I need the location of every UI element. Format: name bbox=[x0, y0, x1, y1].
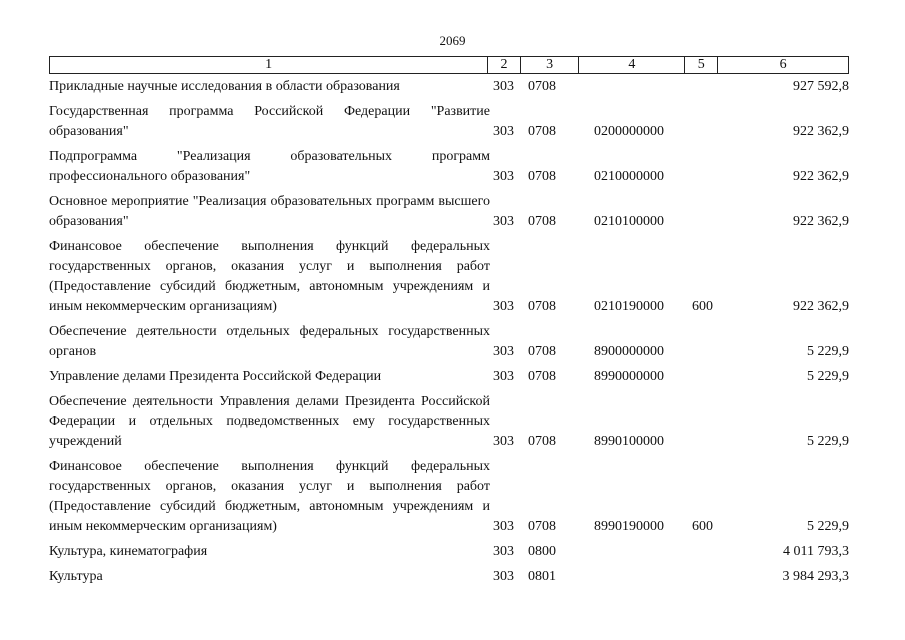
row-code-5: 600 bbox=[692, 519, 713, 534]
row-code-2: 303 bbox=[493, 519, 514, 534]
row-code-4: 8900000000 bbox=[594, 344, 664, 359]
row-amount: 5 229,9 bbox=[807, 519, 849, 534]
row-code-3: 0708 bbox=[528, 79, 556, 94]
row-code-3: 0708 bbox=[528, 519, 556, 534]
row-code-4: 0210190000 bbox=[594, 299, 664, 314]
row-code-2: 303 bbox=[493, 124, 514, 139]
row-code-2: 303 bbox=[493, 79, 514, 94]
table-row bbox=[49, 452, 849, 537]
table-row bbox=[49, 537, 849, 562]
table-row bbox=[49, 74, 849, 97]
row-amount: 4 011 793,3 bbox=[783, 544, 849, 559]
row-code-3: 0708 bbox=[528, 299, 556, 314]
row-amount: 5 229,9 bbox=[807, 369, 849, 384]
row-code-4: 0210100000 bbox=[594, 214, 664, 229]
row-code-5: 600 bbox=[692, 299, 713, 314]
row-name: Прикладные научные исследования в области образования bbox=[49, 79, 400, 94]
row-name: Финансовое обеспечение выполнения функций федеральных государственных органов, оказания услуг и выполнения работ (Предоставление субсидий бюджетным, автономным учреждениям и иным некоммерческим организациям) bbox=[49, 239, 490, 314]
row-code-2: 303 bbox=[493, 544, 514, 559]
row-code-3: 0708 bbox=[528, 344, 556, 359]
row-code-2: 303 bbox=[493, 299, 514, 314]
row-amount: 5 229,9 bbox=[807, 434, 849, 449]
row-code-2: 303 bbox=[493, 369, 514, 384]
table-row bbox=[49, 142, 849, 187]
row-code-3: 0708 bbox=[528, 169, 556, 184]
table-row bbox=[49, 97, 849, 142]
row-code-2: 303 bbox=[493, 214, 514, 229]
header-col-5: 5 bbox=[684, 57, 717, 73]
row-name: Основное мероприятие "Реализация образовательных программ высшего образования" bbox=[49, 194, 490, 229]
row-code-4: 0200000000 bbox=[594, 124, 664, 139]
row-code-4: 0210000000 bbox=[594, 169, 664, 184]
table-row bbox=[49, 317, 849, 362]
row-name: Подпрограмма "Реализация образовательных программ профессионального образования" bbox=[49, 149, 490, 184]
row-amount: 922 362,9 bbox=[793, 169, 849, 184]
header-col-4: 4 bbox=[578, 57, 684, 73]
row-code-3: 0708 bbox=[528, 214, 556, 229]
row-code-2: 303 bbox=[493, 344, 514, 359]
row-amount: 922 362,9 bbox=[793, 299, 849, 314]
row-code-3: 0801 bbox=[528, 569, 556, 584]
row-name: Культура, кинематография bbox=[49, 544, 208, 559]
row-name: Управление делами Президента Российской Федерации bbox=[49, 369, 382, 384]
row-name: Государственная программа Российской Федерации "Развитие образования" bbox=[49, 104, 490, 139]
row-code-4: 8990100000 bbox=[594, 434, 664, 449]
row-code-4: 8990190000 bbox=[594, 519, 664, 534]
table-row bbox=[49, 387, 849, 452]
header-col-1: 1 bbox=[265, 57, 273, 72]
table-row bbox=[49, 562, 849, 587]
table-row bbox=[49, 232, 849, 317]
row-amount: 5 229,9 bbox=[807, 344, 849, 359]
row-amount: 3 984 293,3 bbox=[782, 569, 849, 584]
row-code-3: 0708 bbox=[528, 434, 556, 449]
row-name: Финансовое обеспечение выполнения функций федеральных государственных органов, оказания услуг и выполнения работ (Предоставление субсидий бюджетным, автономным учреждениям и иным некоммерческим организациям) bbox=[49, 459, 490, 534]
table-row bbox=[49, 187, 849, 232]
row-name: Обеспечение деятельности Управления делами Президента Российской Федерации и отдельных подведомственных ему государственных учреждений bbox=[49, 394, 490, 449]
row-amount: 927 592,8 bbox=[793, 79, 849, 94]
header-col-6: 6 bbox=[717, 57, 848, 73]
page-number: 2069 bbox=[439, 33, 466, 48]
row-name: Культура bbox=[49, 569, 103, 584]
row-name: Обеспечение деятельности отдельных федеральных государственных органов bbox=[49, 324, 490, 359]
row-code-2: 303 bbox=[493, 434, 514, 449]
budget-table bbox=[49, 56, 849, 587]
row-code-4: 8990000000 bbox=[594, 369, 664, 384]
row-code-2: 303 bbox=[493, 169, 514, 184]
header-col-3: 3 bbox=[520, 57, 579, 73]
row-code-2: 303 bbox=[493, 569, 514, 584]
row-amount: 922 362,9 bbox=[793, 124, 849, 139]
row-code-3: 0800 bbox=[528, 544, 556, 559]
table-row bbox=[49, 362, 849, 387]
row-amount: 922 362,9 bbox=[793, 214, 849, 229]
row-code-3: 0708 bbox=[528, 124, 556, 139]
header-col-2: 2 bbox=[487, 57, 520, 73]
row-code-3: 0708 bbox=[528, 369, 556, 384]
table-header bbox=[49, 56, 849, 74]
